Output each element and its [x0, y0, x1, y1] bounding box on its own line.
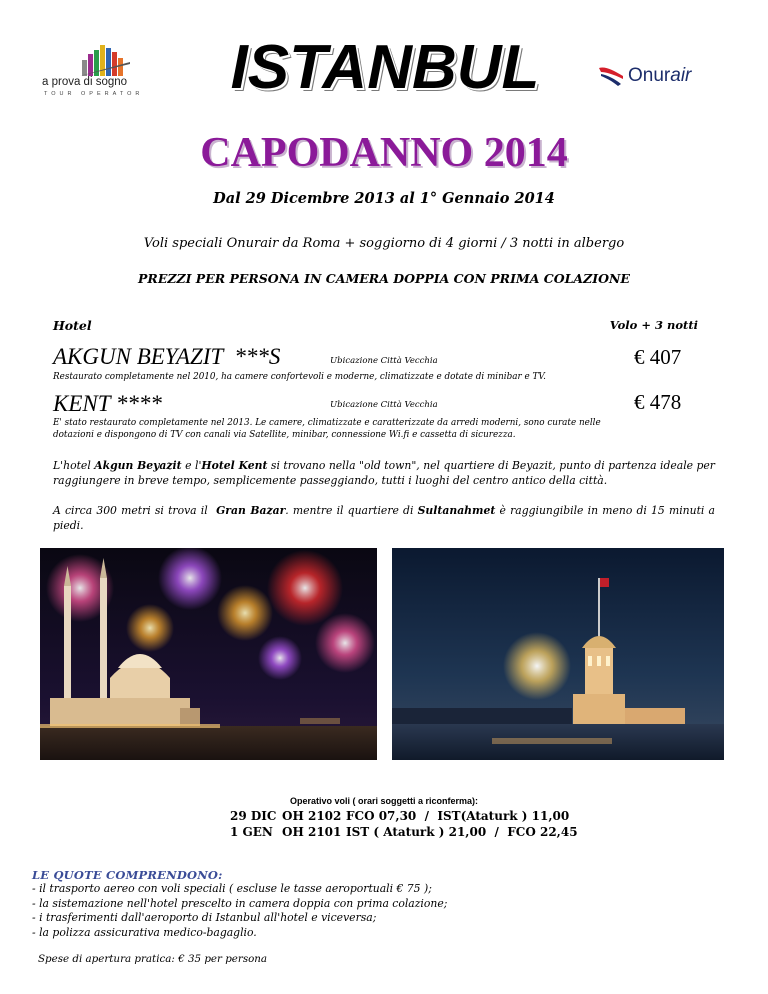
flight-date: 29 DIC [230, 809, 277, 823]
photo-maiden-tower-fireworks [392, 548, 724, 760]
includes-list [32, 882, 447, 940]
tour-operator-name: a prova di sogno [42, 76, 128, 88]
includes-title: LE QUOTE COMPRENDONO: [32, 868, 223, 882]
hotel-name-kent: KENT **** [53, 391, 162, 416]
list-item: - la polizza assicurativa medico-bagaglio. [32, 925, 257, 939]
flight-code: OH 2102 [282, 809, 342, 823]
hotel-description-akgun: Restaurato completamente nel 2010, ha camere confortevoli e moderne, climatizzate e dotate di minibar e TV. [53, 372, 546, 382]
photo-mosque-fireworks [40, 548, 377, 760]
hotel-location-akgun: Ubicazione Città Vecchia [330, 356, 438, 366]
distance-paragraph: A circa 300 metri si trova il Gran Bazar. mentre il quartiere di Sultanahmet è raggiungibile in meno di 15 minuti a piedi. [53, 504, 715, 532]
hotel-column-header: Hotel [53, 318, 92, 333]
tour-operator-subtitle: TOUR OPERATOR [44, 91, 144, 97]
city-title: ISTANBUL [230, 33, 540, 102]
list-item: - il trasporto aereo con voli speciali ( escluse le tasse aeroportuali € 75 ); [32, 882, 432, 895]
flight-row [230, 808, 578, 824]
airline-name: Onurair [628, 65, 692, 86]
flight-schedule [230, 808, 578, 840]
airline-logo [597, 62, 727, 88]
hotel-name-akgun: AKGUN BEYAZIT ***S [53, 344, 281, 369]
flight-date: 1 GEN [230, 825, 273, 839]
hotel-location-kent: Ubicazione Città Vecchia [330, 400, 438, 410]
date-range: Dal 29 Dicembre 2013 al 1° Gennaio 2014 [213, 190, 555, 207]
flight-summary: Voli speciali Onurair da Roma + soggiorno di 4 giorni / 3 notti in albergo [143, 236, 625, 251]
city-bars-icon [80, 42, 130, 76]
price-note: PREZZI PER PERSONA IN CAMERA DOPPIA CON PRIMA COLAZIONE [138, 271, 630, 286]
hotel-description-kent: E' stato restaurato completamente nel 2013. Le camere, climatizzate e caratterizzate da arredi moderni, sono curate nelle dotazioni e dispongono di TV con canali via Satellite, minibar, connessione Wi.fi e cassetta di sicurezza. [53, 418, 601, 440]
list-item: - i trasferimenti dall'aeroporto di Istanbul all'hotel e viceversa; [32, 911, 377, 924]
flight-route: IST ( Ataturk ) 21,00 / FCO 22,45 [346, 825, 578, 839]
hotel-price-kent: € 478 [634, 390, 682, 414]
airline-plane-icon [597, 62, 625, 88]
opening-fees: Spese di apertura pratica: € 35 per persona [38, 953, 268, 965]
location-paragraph: L'hotel Akgun Beyazit e l'Hotel Kent si trovano nella "old town", nel quartiere di Beyazit, punto di partenza ideale per raggiungere in breve tempo, semplicemente passeggiando, tutti i luoghi del centro antico della città. [53, 459, 715, 487]
event-title: CAPODANNO 2014 [200, 130, 568, 176]
price-column-header: Volo + 3 notti [609, 318, 698, 332]
tour-operator-logo [40, 42, 158, 100]
list-item: - la sistemazione nell'hotel prescelto in camera doppia con prima colazione; [32, 896, 448, 910]
flight-row [230, 824, 578, 840]
hotel-price-akgun: € 407 [634, 345, 682, 369]
flight-code: OH 2101 [282, 825, 342, 839]
flight-route: FCO 07,30 / IST(Ataturk ) 11,00 [346, 809, 570, 823]
flight-schedule-title: Operativo voli ( orari soggetti a riconferma): [289, 796, 479, 806]
